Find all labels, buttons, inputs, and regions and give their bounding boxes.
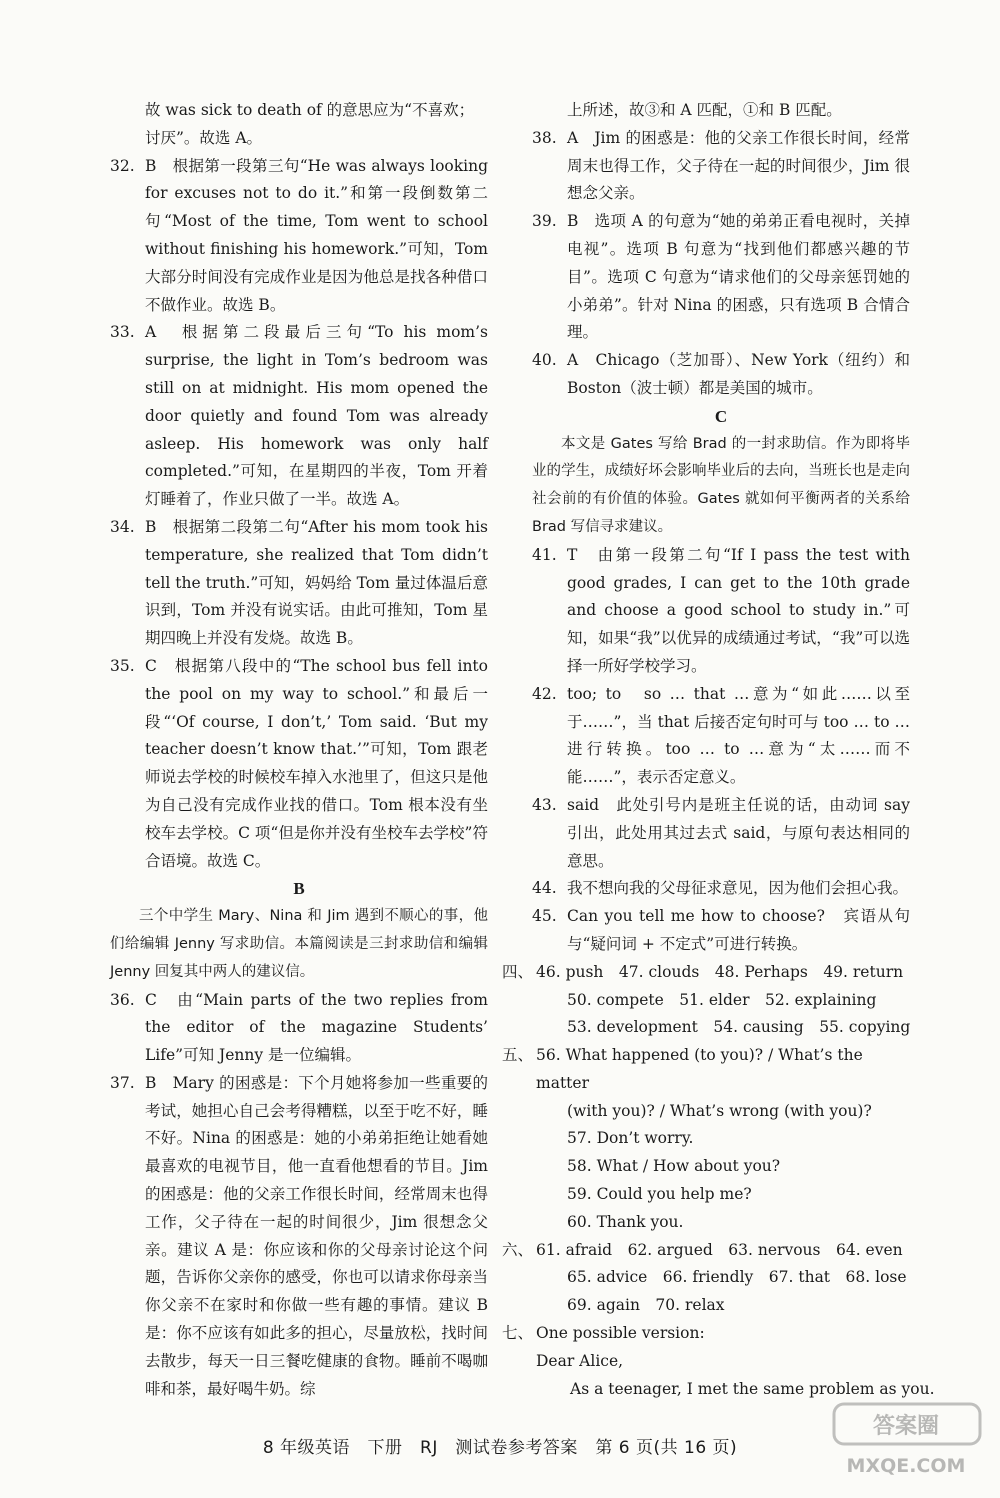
part-5-line: (with you)? / What’s wrong (with you)?: [567, 1101, 872, 1120]
answer-number: 35.: [110, 656, 135, 675]
section-heading-b: B: [293, 879, 305, 899]
part-4-line: 53. development 54. causing 55. copying: [567, 1018, 911, 1037]
answer-40: [532, 347, 910, 403]
answer-text: A 根据第二段最后三句“To his mom’s surprise, the light in Tom’s bedroom was still on at midnight. His mom opened the door quietly and found Tom was already asleep. His homework was only half completed.”可知，在星期四的半夜，Tom 开着灯睡着了，作业只做了一半。故选 A。: [145, 323, 488, 509]
part-6-line: 61. afraid 62. argued 63. nervous 64. even: [536, 1240, 903, 1259]
part-6: [502, 1237, 910, 1320]
answer-text: B Mary 的困惑是：下个月她将参加一些重要的考试，她担心自己会考得糟糕，以至于吃不好，睡不好。Nina 的困惑是：她的小弟弟拒绝让她看她最喜欢的电视节目，他一直看他想看的节目。Jim 的困惑是：他的父亲工作很长时间，经常周末也得工作，父子待在一起的时间很少，Jim 很想念父亲。建议 A 是：你应该和你的父母亲讨论这个问题，告诉你父亲你的感受，你也可以请求你母亲当你父亲不在家时和你做一些有趣的事情。建议 B 是：你不应该有如此多的担心，尽量放松，找时间去散步，每天一日三餐吃健康的食物。睡前不喝咖啡和茶，最好喝牛奶。综: [145, 1073, 488, 1398]
passage-b-summary: 三个中学生 Mary、Nina 和 Jim 遇到不顺心的事，他们给编辑 Jenny 写求助信。本篇阅读是三封求助信和编辑 Jenny 回复其中两人的建议信。: [110, 908, 488, 980]
part-6-line: 69. again 70. relax: [567, 1296, 725, 1315]
answer-number: 45.: [532, 907, 557, 926]
answer-number: 40.: [532, 351, 557, 370]
part-6-label: 六、: [502, 1240, 534, 1259]
answer-text: said 此处引号内是班主任说的话，由动词 say 引出，此处用其过去式 said，与原句表达相同的意思。: [567, 795, 910, 870]
answer-number: 41.: [532, 545, 557, 564]
watermark-logo: [826, 1400, 986, 1482]
answer-text: T 由第一段第二句“If I pass the test with good grades, I can get to the 10th grade and choose a good school to study in.”可知，如果“我”以优异的成绩通过考试，“我”可以选择一所好学校学习。: [567, 545, 910, 675]
answer-38: [532, 125, 910, 208]
answer-32: [110, 153, 488, 320]
left-column: [110, 97, 488, 1403]
answer-number: 37.: [110, 1073, 135, 1092]
answer-number: 43.: [532, 795, 557, 814]
answer-number: 44.: [532, 879, 557, 898]
answer-44: [532, 875, 910, 903]
answer-text: C 由“Main parts of the two replies from the editor of the magazine Students’ Life”可知 Jenny 是一位编辑。: [145, 990, 488, 1065]
answer-text: 我不想向我的父母征求意见，因为他们会担心我。: [567, 879, 909, 898]
answer-text: A Jim 的困惑是：他的父亲工作很长时间，经常周末也得工作，父子待在一起的时间很少，Jim 很想念父亲。: [567, 128, 910, 203]
answer-number: 32.: [110, 156, 135, 175]
answer-37-continued: 上所述，故③和 A 匹配，①和 B 匹配。: [567, 101, 842, 119]
part-7: [502, 1320, 935, 1403]
part-4: [502, 959, 911, 1042]
answer-number: 39.: [532, 212, 557, 231]
answer-text: B 根据第一段第三句“He was always looking for excuses not to do it.”和第一段倒数第二句“Most of the time, Tom went to school without finishing his homework.”可知，Tom 大部分时间没有完成作业是因为他总是找各种借口不做作业。故选 B。: [145, 156, 488, 314]
answer-33: [110, 319, 488, 514]
answer-text: B 选项 A 的句意为“她的弟弟正看电视时，关掉电视”。选项 B 句意为“找到他们都感兴趣的节目”。选项 C 句意为“请求他们的父母亲惩罚她的小弟弟”。针对 Nina 的困惑，只有选项 B 合情合理。: [567, 212, 910, 342]
answer-number: 33.: [110, 323, 135, 342]
answer-text: Can you tell me how to choose? 宾语从句与“疑问词 + 不定式”可进行转换。: [567, 907, 910, 953]
answer-number: 36.: [110, 990, 135, 1009]
watermark-url: MXQE.COM: [846, 1455, 966, 1477]
page-footer: 8 年级英语 下册 RJ 测试卷参考答案 第 6 页(共 16 页): [262, 1438, 738, 1458]
letter-salutation: Dear Alice,: [536, 1351, 624, 1370]
part-7-label: 七、: [502, 1324, 534, 1343]
answer-43: [532, 792, 910, 875]
part-5-line: 58. What / How about you?: [567, 1157, 781, 1176]
answer-number: 42.: [532, 684, 557, 703]
part-5-line: 57. Don’t worry.: [567, 1129, 694, 1148]
answer-36: [110, 987, 488, 1070]
letter-body: As a teenager, I met the same problem as you.: [570, 1379, 935, 1398]
section-heading-c: C: [714, 406, 728, 426]
answer-text: A Chicago（芝加哥）、New York（纽约）和 Boston（波士顿）都是美国的城市。: [567, 351, 910, 397]
part-5-line: 60. Thank you.: [567, 1212, 684, 1231]
answer-31-line-1: 故 was sick to death of 的意思应为“不喜欢；: [145, 101, 475, 119]
answer-text: C 根据第八段中的“The school bus fell into the pool on my way to school.”和最后一段“‘Of course, I don’t,’ Tom said. ‘But my teacher doesn’t know that.’”可知，Tom 跟老师说去学校的时候校车掉入水池里了，但这只是他为自己没有完成作业找的借口。Tom 根本没有坐校车去学校。C 项“但是你并没有坐校车去学校”符合语境。故选 C。: [145, 656, 488, 870]
answer-39: [532, 208, 910, 347]
part-5: [502, 1042, 910, 1237]
answer-number: 38.: [532, 128, 557, 147]
passage-c-summary: 本文是 Gates 写给 Brad 的一封求助信。作为即将毕业的学生，成绩好坏会影响毕业后的去向，当班长也是走向社会前的有价值的体验。Gates 就如何平衡两者的关系给 Brad 写信寻求建议。: [532, 435, 910, 535]
answer-31-continued: [110, 97, 488, 153]
answer-text: B 根据第二段第二句“After his mom took his temperature, she realized that Tom didn’t tell the truth.”可知，妈妈给 Tom 量过体温后意识到，Tom 并没有说实话。由此可推知，Tom 星期四晚上并没有发烧。故选 B。: [145, 517, 488, 648]
answer-45: [532, 903, 910, 959]
part-4-line: 46. push 47. clouds 48. Perhaps 49. return: [536, 962, 904, 981]
answer-text: too; to so … that …意为“如此……以至于……”，当 that 后接否定句时可与 too … to …进行转换。too … to …意为“太……而不能……”，表示否定意义。: [567, 684, 910, 787]
watermark-logo-text: 答案圈: [872, 1414, 940, 1439]
answer-37: [110, 1070, 488, 1404]
answer-31-line-2: 讨厌”。故选 A。: [145, 128, 263, 147]
part-5-line: 59. Could you help me?: [567, 1185, 752, 1204]
answer-41: [532, 542, 910, 681]
right-column: [502, 97, 935, 1403]
part-4-label: 四、: [502, 962, 534, 981]
answer-number: 34.: [110, 517, 135, 536]
part-7-heading: One possible version:: [536, 1324, 705, 1343]
part-5-line: 56. What happened (to you)? / What’s the matter: [536, 1046, 863, 1092]
part-6-line: 65. advice 66. friendly 67. that 68. lose: [567, 1268, 907, 1287]
answer-34: [110, 514, 488, 653]
answer-42: [532, 681, 910, 792]
part-4-line: 50. compete 51. elder 52. explaining: [567, 990, 877, 1009]
part-5-label: 五、: [502, 1046, 534, 1065]
answer-35: [110, 653, 488, 875]
